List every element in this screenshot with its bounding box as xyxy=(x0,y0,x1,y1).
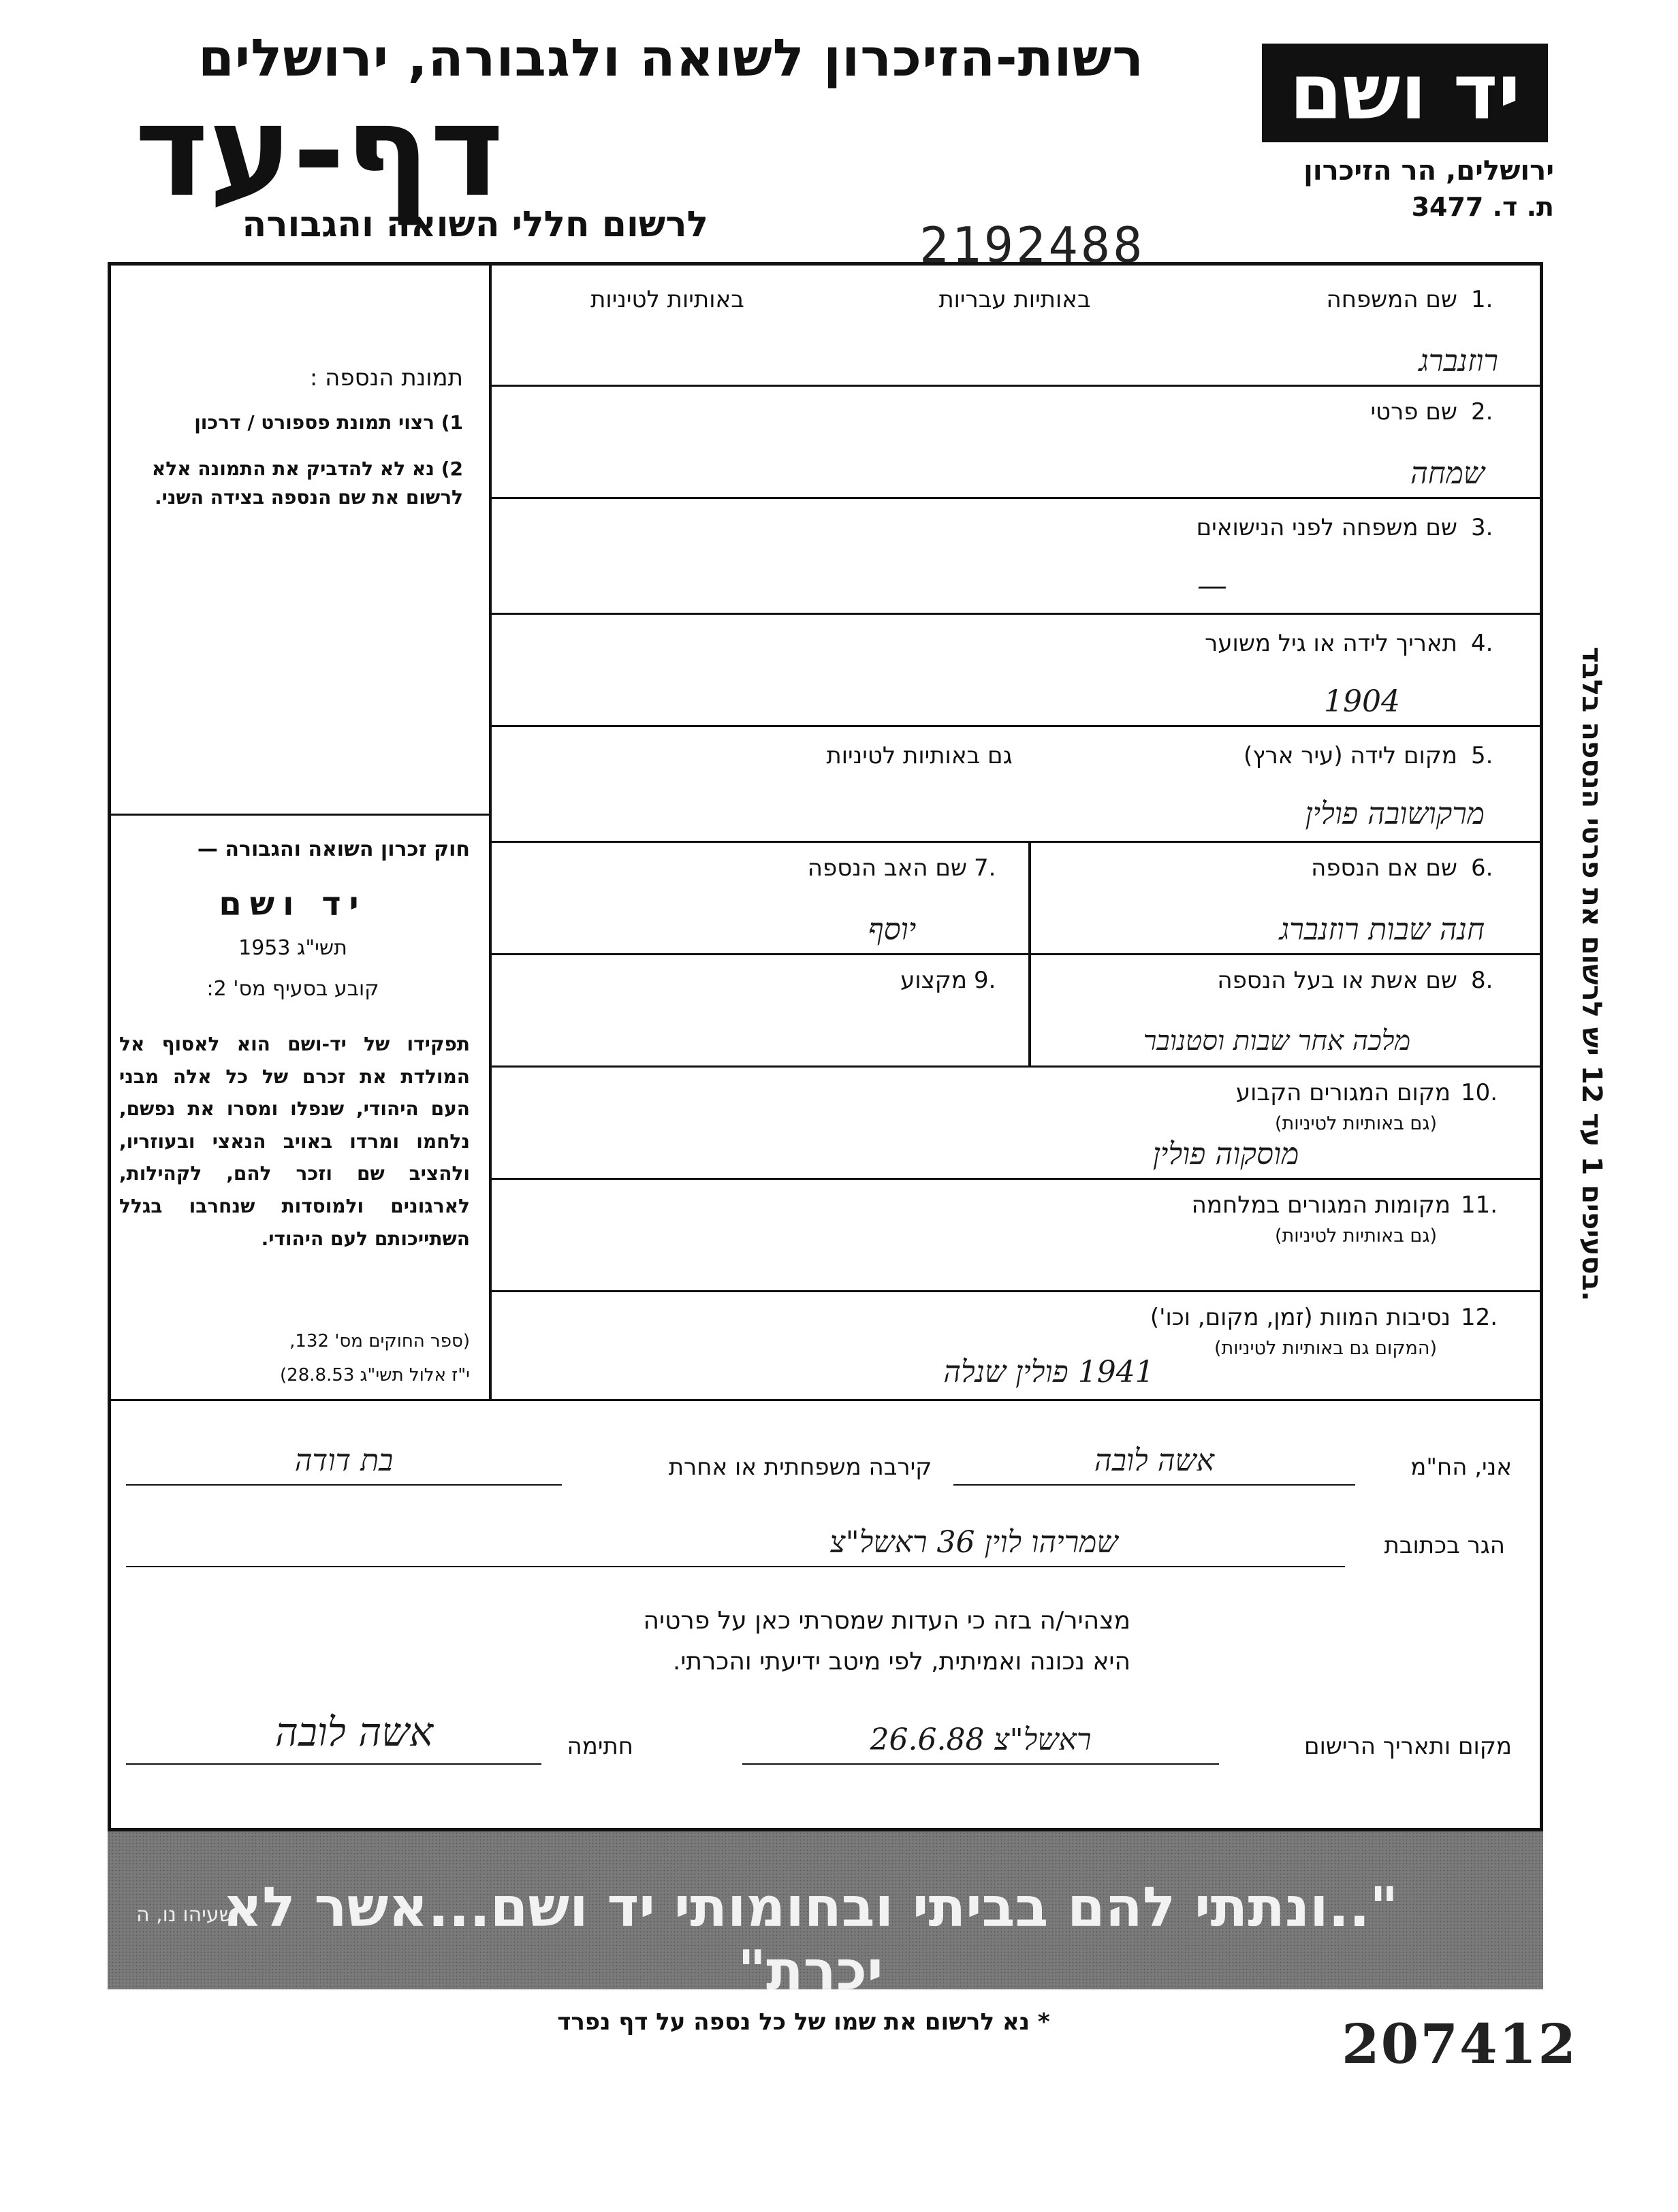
row-line xyxy=(492,841,1540,843)
yad-vashem-logo: יד ושם xyxy=(1262,44,1548,142)
law-yad-vashem: יד ושם xyxy=(219,885,367,923)
field-11-latin-note: (גם באותיות לטיניות) xyxy=(1274,1225,1437,1247)
row-line xyxy=(492,953,1540,955)
row-line xyxy=(492,613,1540,615)
place-date-value: ראשל"צ 26.6.88 xyxy=(870,1722,1092,1757)
inner-divider xyxy=(1028,841,1031,1065)
field-1-number: 1. xyxy=(1471,286,1493,313)
place-date-label: מקום ותאריך הרישום xyxy=(1304,1733,1512,1760)
field-11-number: 11. xyxy=(1461,1191,1498,1219)
field-12-value: 1941 פולין שנלה xyxy=(943,1355,1154,1390)
relation-value: בת דודה xyxy=(294,1443,394,1478)
banner-source: ישעיהו נו, ה xyxy=(136,1903,238,1927)
field-5-value: מרקושובה פולין xyxy=(1305,797,1485,831)
address-value: שמריהו לוין 36 ראשל"צ xyxy=(829,1525,1118,1560)
field-11-label: מקומות המגורים במלחמה xyxy=(1191,1191,1451,1219)
field-12-number: 12. xyxy=(1461,1304,1498,1331)
law-fixed: קובע בסעיף מס' 2: xyxy=(206,977,379,1001)
field-1-latin-note: באותיות לטיניות xyxy=(590,286,744,313)
left-panel-divider xyxy=(110,814,489,816)
relation-label: קירבה משפחתית או אחרת xyxy=(668,1454,932,1481)
declarant-value: אשה לובה xyxy=(1094,1443,1215,1478)
law-source-1: (ספר החוקים מס' 132, xyxy=(289,1331,470,1351)
address-line xyxy=(126,1566,1345,1567)
field-5-label: מקום לידה (עיר ארץ) xyxy=(1243,742,1457,769)
statement-line-2: היא נכונה ואמיתית, לפי מיטב ידיעתי והכרתי. xyxy=(672,1648,1130,1676)
field-4-value: 1904 xyxy=(1324,684,1400,719)
field-9-label: מקצוע xyxy=(900,967,967,994)
picture-title: תמונת הנספה : xyxy=(309,364,463,391)
field-7-value: יוסף xyxy=(868,912,917,947)
field-3-number: 3. xyxy=(1471,514,1493,541)
signature-line xyxy=(126,1763,541,1765)
banner-quote: "..ונתתי להם בביתי ובחומותי יד ושם...אשר לא יכרת" xyxy=(222,1876,1399,2002)
signature-label: חתימה xyxy=(567,1733,633,1760)
field-10-latin-note: (גם באותיות לטיניות) xyxy=(1274,1113,1437,1134)
field-7-label: שם האב הנספה xyxy=(807,854,967,882)
declarant-label: אני, הח"מ xyxy=(1410,1454,1512,1481)
field-8-number: 8. xyxy=(1471,967,1493,994)
form-name: דף-עד xyxy=(134,78,504,225)
field-2-label: שם פרטי xyxy=(1370,398,1457,426)
row-line xyxy=(492,1290,1540,1292)
declarant-line xyxy=(953,1484,1355,1486)
field-4-label: תאריך לידה או גיל משוער xyxy=(1205,630,1457,657)
law-year: תשי"ג 1953 xyxy=(238,936,347,960)
field-6-label: שם אם הנספה xyxy=(1311,854,1457,882)
field-1-hebrew-note: באותיות עבריות xyxy=(938,286,1091,313)
row-line xyxy=(492,385,1540,387)
picture-note-1: 1) רצוי תמונת פספורט / דרכון xyxy=(194,411,463,434)
field-8-label: שם אשת או בעל הנספה xyxy=(1217,967,1457,994)
field-10-label: מקום המגורים הקבוע xyxy=(1235,1079,1451,1106)
relation-line xyxy=(126,1484,562,1486)
form-subtitle: לרשום חללי השואה והגבורה xyxy=(242,204,708,245)
law-body: תפקידו של יד-ושם הוא לאסוף אל המולדת את זכרם של כל אלה מבני העם היהודי, שנפלו ומסרו את נפשם, נלחמו ומרדו באויב הנאצי ובעוזריו, ולהציב שם וזכר להם, לקהילות, לארגונים ולמוסדות שנחרבו בגלל השתייכותם לעם היהודי. xyxy=(119,1033,470,1250)
field-1-label: שם המשפחה xyxy=(1326,286,1457,313)
law-source-2: י"ז אלול תשי"ג 28.8.53) xyxy=(280,1365,470,1385)
side-note: בסעיפים 1 עד 12 יש לרשום את פרטי הנספה בלבד. xyxy=(1576,647,1607,1302)
row-line xyxy=(492,725,1540,727)
field-12-latin-note: (המקום גם באותיות לטיניות) xyxy=(1214,1338,1437,1359)
field-5-number: 5. xyxy=(1471,742,1493,769)
row-line xyxy=(492,497,1540,499)
column-divider xyxy=(489,262,492,1399)
field-2-value: שמחה xyxy=(1410,456,1485,491)
field-2-number: 2. xyxy=(1471,398,1493,426)
statement-line-1: מצהיר/ה בזה כי העדות שמסרתי כאן על פרטיה xyxy=(643,1607,1130,1635)
header-title: רשות-הזיכרון לשואה ולגבורה, ירושלים xyxy=(198,27,1144,88)
field-9-number: 9. xyxy=(974,967,996,994)
field-6-number: 6. xyxy=(1471,854,1493,882)
address-line: ירושלים, הר הזיכרון xyxy=(1303,155,1554,187)
record-number: 2192488 xyxy=(919,217,1145,274)
signature-value: אשה לובה xyxy=(274,1709,434,1755)
place-date-line xyxy=(742,1763,1219,1765)
footer-note: * נא לרשום את שמו של כל נספה על דף נפרד xyxy=(557,2008,1050,2036)
stamp-number: 207412 xyxy=(1342,2012,1577,2076)
field-12-label: נסיבות המוות (זמן, מקום, וכו') xyxy=(1150,1304,1451,1331)
field-6-value: חנה שבות רוזנברג xyxy=(1279,912,1485,947)
field-10-value: מוסקוה פולין xyxy=(1152,1137,1299,1172)
po-box-line: ת. ד. 3477 xyxy=(1411,192,1554,222)
row-line xyxy=(492,1065,1540,1068)
field-7-number: 7. xyxy=(974,854,996,882)
field-8-value: מלכה אחר שבות וסטנובר xyxy=(1143,1025,1411,1057)
row-line xyxy=(110,1399,1540,1401)
field-3-value: — xyxy=(1197,568,1227,603)
field-5-latin-note: גם באותיות לטיניות xyxy=(826,742,1013,769)
row-line xyxy=(492,1178,1540,1180)
picture-note-2: 2) נא לא להדביק את התמונה אלא לרשום את שם הנספה בצידה השני. xyxy=(151,458,463,509)
field-1-value: רוזנברג xyxy=(1419,344,1498,379)
field-10-number: 10. xyxy=(1461,1079,1498,1106)
field-4-number: 4. xyxy=(1471,630,1493,657)
field-3-label: שם משפחה לפני הנישואים xyxy=(1196,514,1457,541)
address-label: הגר בכתובת xyxy=(1384,1532,1505,1559)
law-heading: חוק זכרון השואה והגבורה — xyxy=(197,837,470,861)
